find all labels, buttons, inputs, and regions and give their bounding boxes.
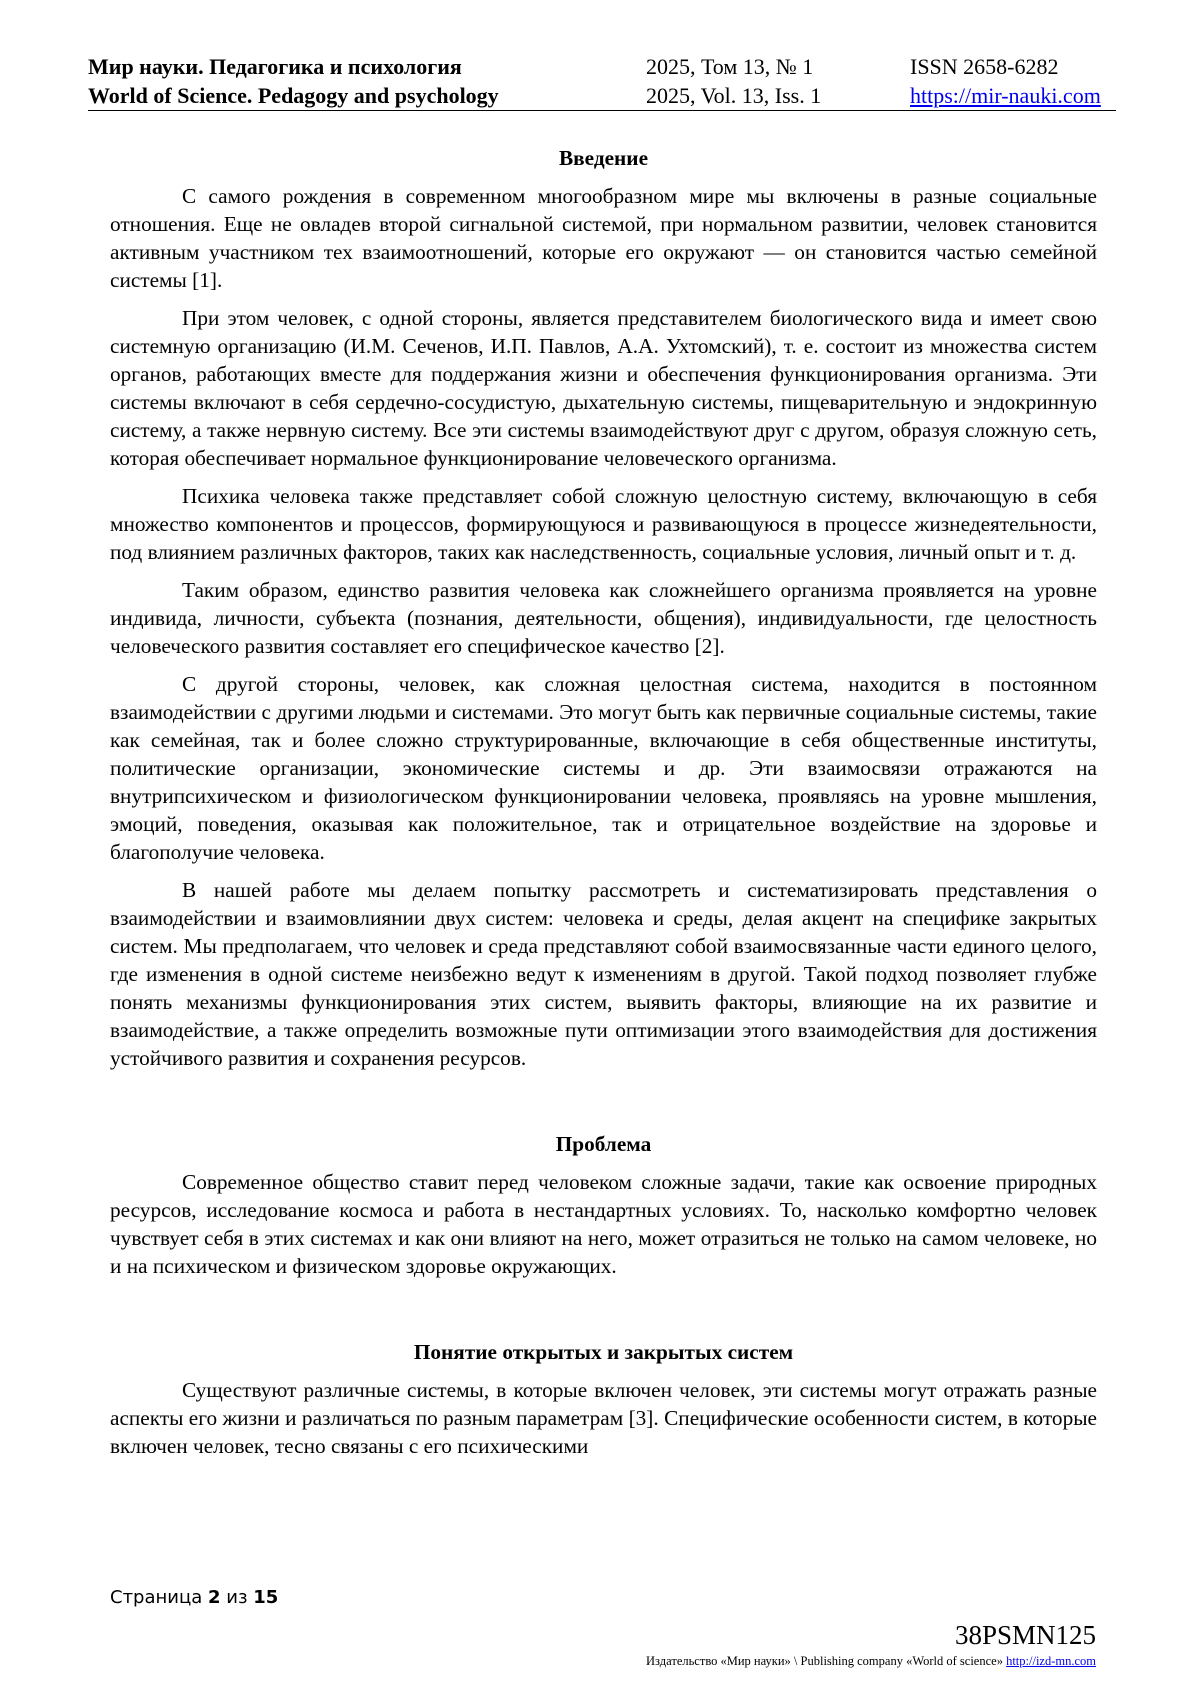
publisher-link[interactable]: http://izd-mn.com <box>1006 1654 1096 1668</box>
paragraph: Современное общество ставит перед человеком сложные задачи, такие как освоение природных ресурсов, исследование космоса и работа в нестандартных условиях. То, насколько комфортно человек чувствует себя в этих системах и как они влияют на него, может отразиться не только на самом человеке, но и на психическом и физическом здоровье окружающих. <box>110 1170 1097 1278</box>
of-word: из <box>226 1587 248 1608</box>
paragraph: В нашей работе мы делаем попытку рассмотреть и систематизировать представления о взаимодействии и взаимовлиянии двух систем: человека и среды, делая акцент на специфике закрытых систем. Мы предполагаем, что человек и среда представляют собой взаимосвязанные части единого целого, где изменения в одной системе неизбежно ведут к изменениям в другой. Такой подход позволяет глубже понять механизмы функционирования этих систем, выявить факторы, влияющие на их развитие и взаимодействие, а также определить возможные пути оптимизации этого взаимодействия для достижения устойчивого развития и сохранения ресурсов. <box>110 878 1097 1070</box>
journal-title <box>88 52 499 110</box>
paragraph: При этом человек, с одной стороны, является представителем биологического вида и имеет свою системную организацию (И.М. Сеченов, И.П. Павлов, А.А. Ухтомский), т. е. состоит из множества систем органов, работающих вместе для поддержания жизни и обеспечения функционирования организма. Эти системы включают в себя сердечно-сосудистую, дыхательную системы, пищеварительную и эндокринную систему, а также нервную систему. Все эти системы взаимодействуют друг с другом, образуя сложную сеть, которая обеспечивает нормальное функционирование человеческого организма. <box>110 306 1097 470</box>
publisher-line <box>646 1654 1096 1669</box>
issn: ISSN 2658-6282 <box>910 54 1059 79</box>
current-page: 2 <box>208 1587 221 1608</box>
page-number <box>110 1587 278 1608</box>
page-word: Страница <box>110 1587 203 1608</box>
section-title-introduction: Введение <box>558 146 649 170</box>
paragraph: Существуют различные системы, в которые включен человек, эти системы могут отражать разные аспекты его жизни и различаться по разным параметрам [3]. Специфические особенности систем, в которые включен человек, тесно связаны с его психическими <box>110 1378 1097 1458</box>
journal-title-ru: Мир науки. Педагогика и психология <box>88 54 462 79</box>
volume-en: 2025, Vol. 13, Iss. 1 <box>646 83 822 108</box>
volume-ru: 2025, Том 13, № 1 <box>646 54 814 79</box>
issn-block <box>910 52 1101 110</box>
publisher-name: Издательство «Мир науки» \ Publishing company «World of science» <box>646 1654 1003 1668</box>
article-code: 38PSMN125 <box>954 1620 1096 1650</box>
article-body <box>110 144 1097 1470</box>
paragraph: С самого рождения в современном многообразном мире мы включены в разные социальные отношения. Еще не овладев второй сигнальной системой, при нормальном развитии, человек становится активным участником тех взаимоотношений, которые его окружают — он становится частью семейной системы [1]. <box>110 184 1097 292</box>
section-title-systems: Понятие открытых и закрытых систем <box>413 1340 794 1364</box>
volume-info <box>646 52 821 110</box>
journal-link[interactable]: https://mir-nauki.com <box>910 83 1101 108</box>
paragraph: Таким образом, единство развития человека как сложнейшего организма проявляется на уровне индивида, личности, субъекта (познания, деятельности, общения), индивидуальности, где целостность человеческого развития составляет его специфическое качество [2]. <box>110 578 1097 658</box>
paragraph: С другой стороны, человек, как сложная целостная система, находится в постоянном взаимодействии с другими людьми и системами. Это могут быть как первичные социальные системы, такие как семейная, так и более сложно структурированные, включающие в себя общественные институты, политические организации, экономические системы и др. Эти взаимосвязи отражаются на внутрипсихическом и физиологическом функционировании человека, проявляясь на уровне мышления, эмоций, поведения, оказывая как положительное, так и отрицательное воздействие на здоровье и благополучие человека. <box>110 672 1097 864</box>
paragraph: Психика человека также представляет собой сложную целостную систему, включающую в себя множество компонентов и процессов, формирующуюся и развивающуюся в процессе жизнедеятельности, под влиянием различных факторов, таких как наследственность, социальные условия, личный опыт и т. д. <box>110 484 1097 564</box>
journal-header <box>88 52 1116 111</box>
total-pages: 15 <box>253 1587 279 1608</box>
journal-title-en: World of Science. Pedagogy and psychology <box>88 83 499 108</box>
section-title-problem: Проблема <box>555 1132 652 1156</box>
